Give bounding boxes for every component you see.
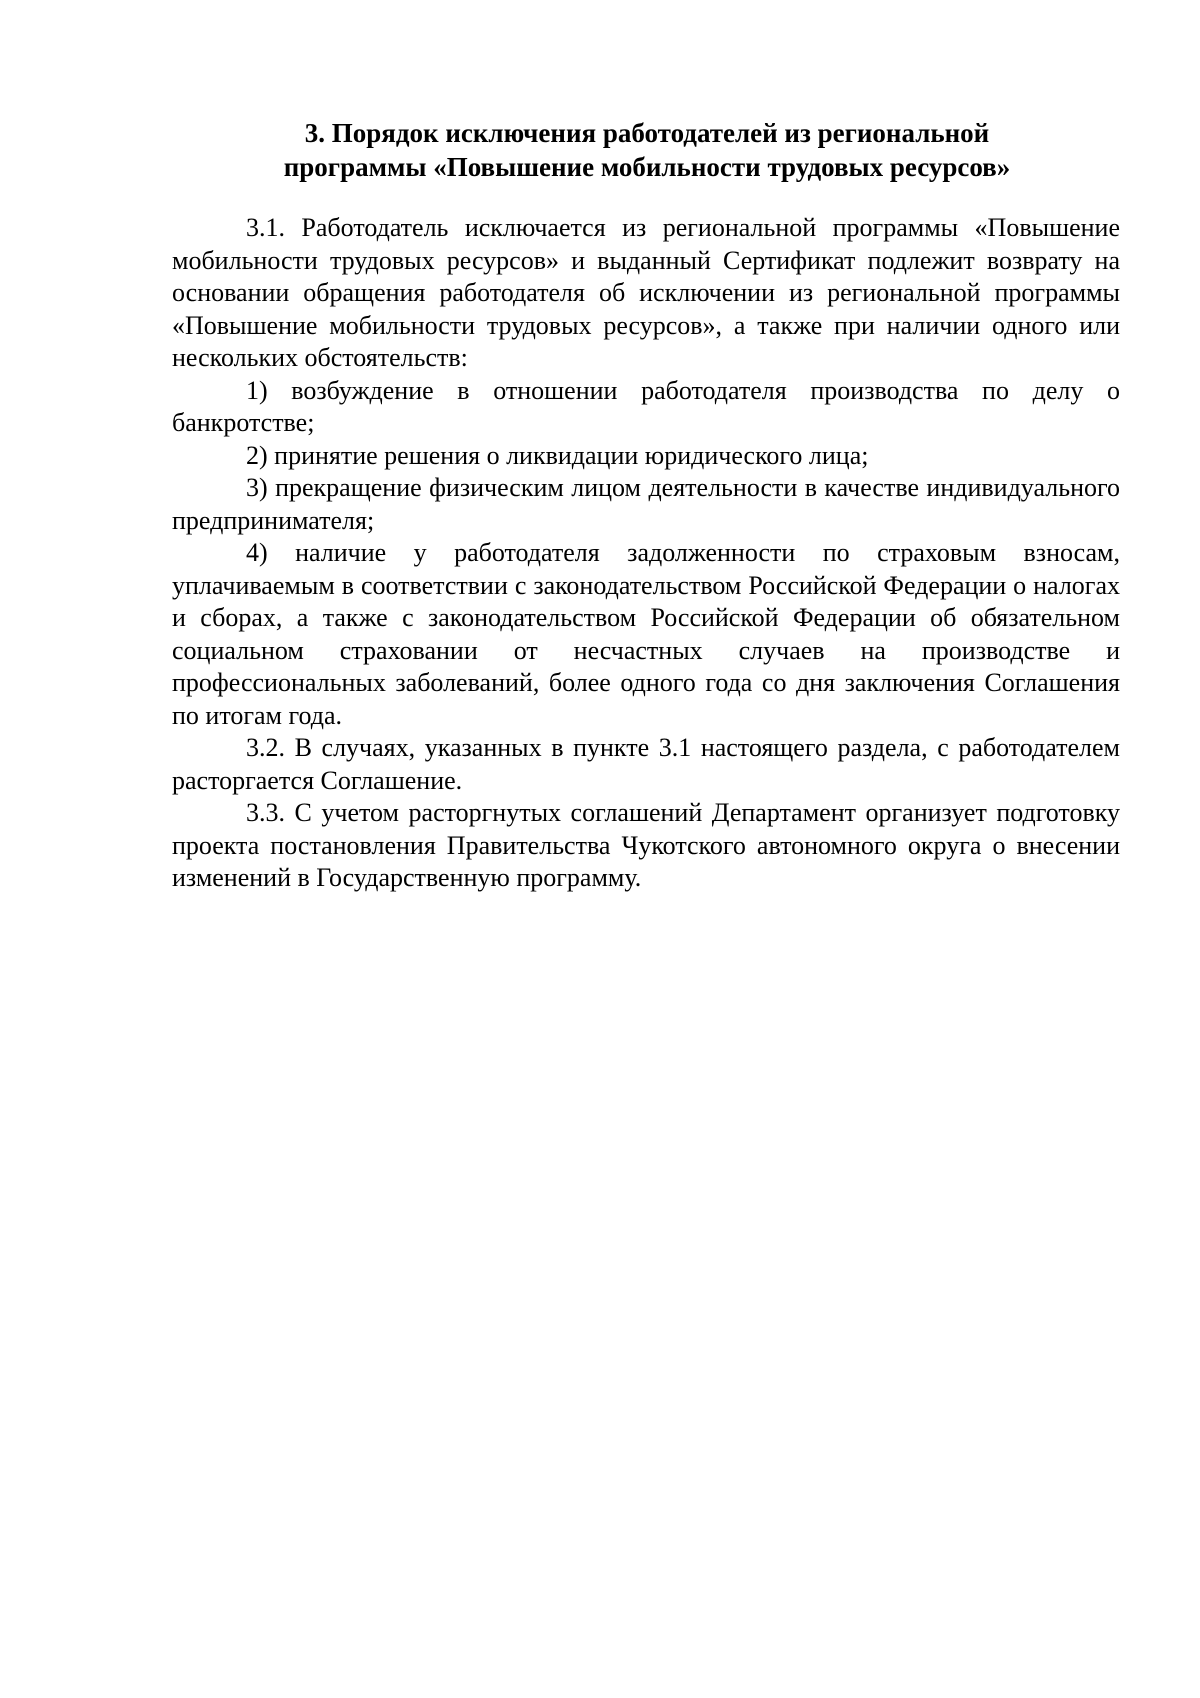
section-title	[172, 116, 1122, 184]
document-body	[172, 212, 1120, 895]
paragraph-3-3: 3.3. С учетом расторгнутых соглашений Департамент организует подготовку проекта постановления Правительства Чукотского автономного округа о внесении изменений в Государственную программу.	[172, 798, 1120, 892]
list-item-1: 1) возбуждение в отношении работодателя производства по делу о банкротстве;	[172, 375, 1120, 437]
list-item-3: 3) прекращение физическим лицом деятельности в качестве индивидуального предпринимателя;	[172, 473, 1120, 535]
list-item-2: 2) принятие решения о ликвидации юридического лица;	[246, 440, 869, 470]
list-item-4: 4) наличие у работодателя задолженности по страховым взносам, уплачиваемым в соответствии с законодательством Российской Федерации о налогах и сборах, а также с законодательством Российской Федерации об обязательном социальном страховании от несчастных случаев на производстве и профессиональных заболеваний, более одного года со дня заключения Соглашения по итогам года.	[172, 538, 1120, 730]
paragraph-3-2: 3.2. В случаях, указанных в пункте 3.1 настоящего раздела, с работодателем расторгается Соглашение.	[172, 733, 1120, 795]
section-title-line-1: 3. Порядок исключения работодателей из региональной	[304, 118, 990, 148]
section-title-line-2: программы «Повышение мобильности трудовых ресурсов»	[283, 152, 1011, 182]
paragraph-3-1: 3.1. Работодатель исключается из региональной программы «Повышение мобильности трудовых ресурсов» и выданный Сертификат подлежит возврату на основании обращения работодателя об исключении из региональной программы «Повышение мобильности трудовых ресурсов», а также при наличии одного или нескольких обстоятельств:	[172, 213, 1120, 372]
